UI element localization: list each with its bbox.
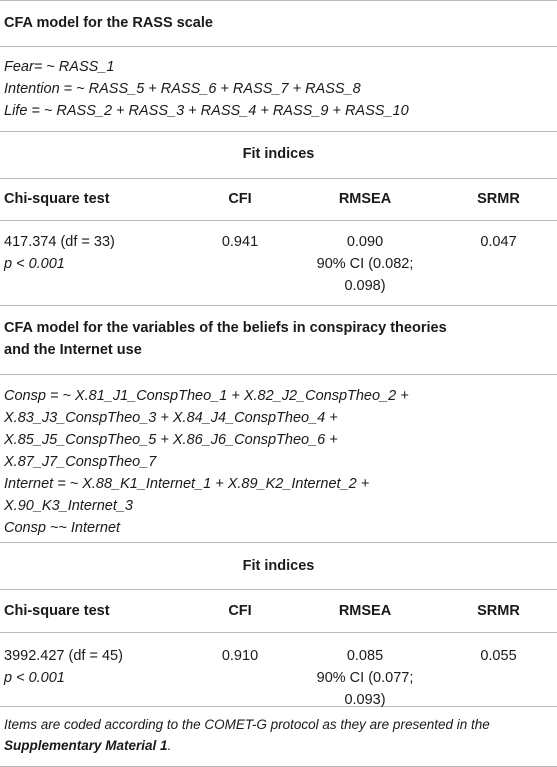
p-value: p < 0.001 xyxy=(4,670,65,686)
header-rmsea: RMSEA xyxy=(338,603,392,619)
srmr-value: 0.047 xyxy=(480,234,517,250)
header-cfi: CFI xyxy=(228,191,252,207)
srmr-value: 0.055 xyxy=(480,648,517,664)
cfi-value: 0.941 xyxy=(221,234,259,250)
footnote-end: . xyxy=(167,738,172,753)
model-line: Consp = ~ X.81_J1_ConspTheo_1 + X.82_J2_ConspTheo_2 + xyxy=(4,388,409,404)
supplementary-material-ref: Supplementary Material 1 xyxy=(4,738,168,753)
rule xyxy=(0,178,557,179)
rule xyxy=(0,589,557,590)
rmsea-value: 0.085 xyxy=(346,648,384,664)
rule xyxy=(0,706,557,707)
model-line: Fear= ~ RASS_1 xyxy=(4,59,115,75)
rmsea-ci: 90% CI (0.082; xyxy=(316,256,414,272)
rule xyxy=(0,374,557,375)
rule xyxy=(0,46,557,47)
model-line: Intention = ~ RASS_5 + RASS_6 + RASS_7 + RASS_8 xyxy=(4,81,361,97)
model-line: X.85_J5_ConspTheo_5 + X.86_J6_ConspTheo_6 + xyxy=(4,432,338,448)
chi-square-value: 3992.427 (df = 45) xyxy=(4,648,123,664)
header-chi-square: Chi-square test xyxy=(4,603,110,619)
table-footnote xyxy=(4,714,554,756)
footnote-text: Items are coded according to the COMET-G protocol as they are presented in the xyxy=(4,717,490,732)
section2-fit-title: Fit indices xyxy=(242,558,315,574)
rule xyxy=(0,220,557,221)
header-srmr: SRMR xyxy=(477,191,520,207)
header-chi-square: Chi-square test xyxy=(4,191,110,207)
model-line: X.87_J7_ConspTheo_7 xyxy=(4,454,157,470)
rmsea-ci-end: 0.093) xyxy=(344,692,386,708)
header-rmsea: RMSEA xyxy=(338,191,392,207)
section2-title-line1: CFA model for the variables of the beliefs in conspiracy theories xyxy=(4,320,447,336)
p-value: p < 0.001 xyxy=(4,256,65,272)
rmsea-ci-end: 0.098) xyxy=(344,278,386,294)
model-line: Life = ~ RASS_2 + RASS_3 + RASS_4 + RASS_9 + RASS_10 xyxy=(4,103,409,119)
section1-model xyxy=(4,56,409,122)
section2-model xyxy=(4,385,409,539)
chi-square-value: 417.374 (df = 33) xyxy=(4,234,115,250)
section1-fit-title: Fit indices xyxy=(242,146,315,162)
rule xyxy=(0,305,557,306)
model-line: X.83_J3_ConspTheo_3 + X.84_J4_ConspTheo_4 + xyxy=(4,410,338,426)
rmsea-ci: 90% CI (0.077; xyxy=(316,670,414,686)
section1-title: CFA model for the RASS scale xyxy=(4,15,213,31)
header-cfi: CFI xyxy=(228,603,252,619)
rule xyxy=(0,632,557,633)
model-line: Consp ~~ Internet xyxy=(4,520,121,536)
header-srmr: SRMR xyxy=(477,603,520,619)
rule xyxy=(0,131,557,132)
section2-title-line2: and the Internet use xyxy=(4,342,142,358)
model-line: Internet = ~ X.88_K1_Internet_1 + X.89_K2_Internet_2 + xyxy=(4,476,370,492)
model-line: X.90_K3_Internet_3 xyxy=(4,498,133,514)
rmsea-value: 0.090 xyxy=(346,234,384,250)
rule-top xyxy=(0,0,557,1)
rule xyxy=(0,542,557,543)
cfi-value: 0.910 xyxy=(221,648,259,664)
